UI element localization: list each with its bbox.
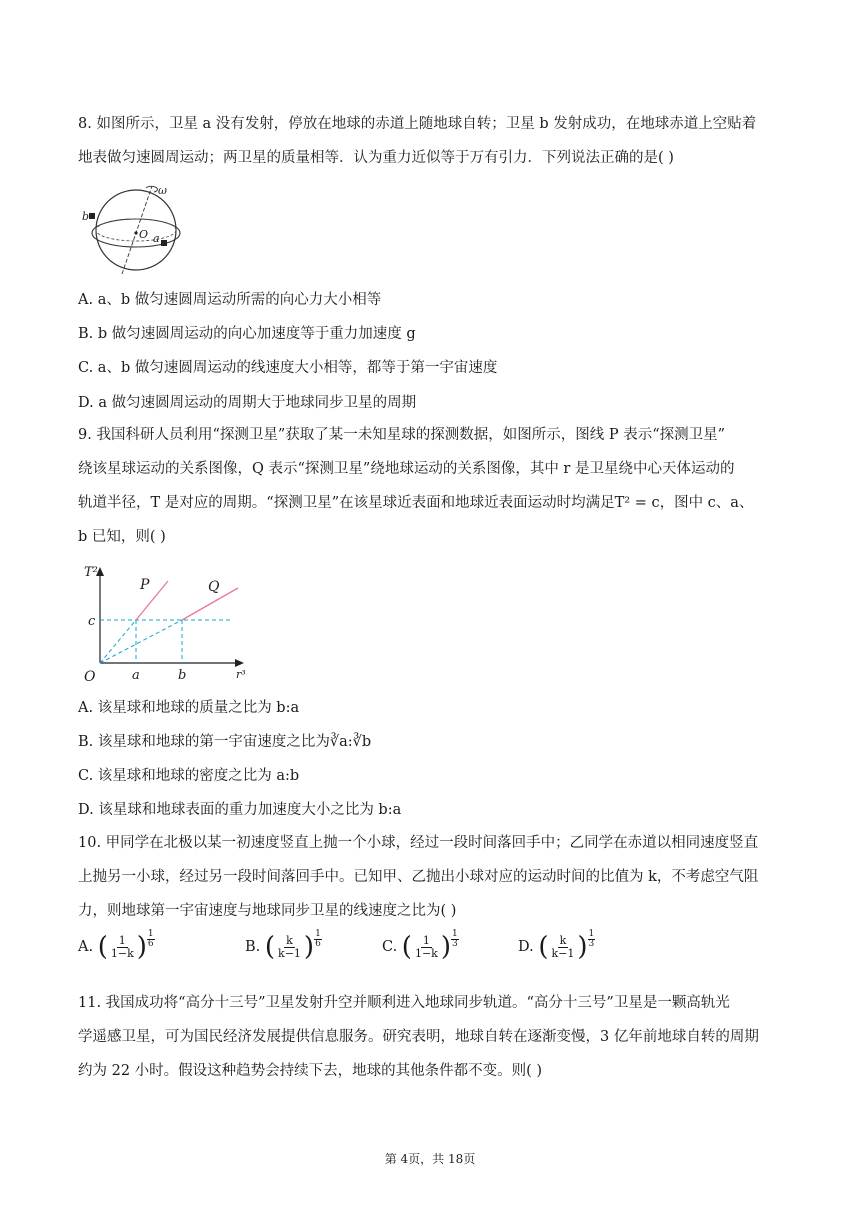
q10-option-d-exp-num: 1 bbox=[588, 929, 595, 939]
q9-stem-line1: 9. 我国科研人员利用“探测卫星”获取了某一未知星球的探测数据，如图所示，图线 P 表示“探测卫星” bbox=[78, 427, 726, 443]
q10-option-d-den: k−1 bbox=[551, 946, 575, 960]
q9-option-c: C. 该星球和地球的密度之比为 a:b bbox=[78, 768, 300, 784]
q8-option-d: D. a 做匀速圆周运动的周期大于地球同步卫星的周期 bbox=[78, 395, 417, 411]
q10-stem-line3: 力，则地球第一宇宙速度与地球同步卫星的线速度之比为( ) bbox=[78, 903, 457, 919]
q10-option-d-num: k bbox=[559, 933, 567, 947]
q9-graph-label-c: c bbox=[88, 614, 96, 629]
q9-graph-x-axis-label: r³ bbox=[236, 668, 246, 681]
q10-option-a-num: 1 bbox=[118, 933, 126, 947]
q10-option-a-den: 1−k bbox=[110, 946, 134, 960]
q8-fig-label-b: b bbox=[82, 210, 90, 223]
q8-fig-label-omega: ω bbox=[158, 184, 167, 197]
q8-option-a: A. a、b 做匀速圆周运动所需的向心力大小相等 bbox=[78, 292, 382, 308]
q10-option-d-label: D. bbox=[518, 939, 534, 955]
q10-option-b-exp-num: 1 bbox=[315, 929, 321, 939]
q9-option-a: A. 该星球和地球的质量之比为 b:a bbox=[78, 700, 300, 716]
q10-option-c-exp-num: 1 bbox=[452, 929, 458, 939]
q9-stem-line3: 轨道半径，T 是对应的周期。“探测卫星”在该星球近表面和地球近表面运动时均满足T² = c，图中 c、a、 bbox=[78, 495, 754, 511]
q9-graph-label-q: Q bbox=[208, 579, 220, 595]
q8-earth-satellite-figure bbox=[82, 180, 190, 276]
q10-option-b: B. ( $\frac{k}{k-1}$ ) $\frac{1}{6}$ bbox=[245, 929, 321, 962]
q9-graph-label-a: a bbox=[132, 668, 140, 683]
q10-option-b-den: k−1 bbox=[278, 946, 301, 960]
q8-stem-line1: 8. 如图所示，卫星 a 没有发射，停放在地球的赤道上随地球自转；卫星 b 发射成功，在地球赤道上空贴着 bbox=[78, 116, 757, 132]
q10-option-c-exp-den: 3 bbox=[452, 939, 458, 949]
q10-option-b-num: k bbox=[286, 933, 293, 947]
q10-option-b-label: B. bbox=[245, 939, 261, 955]
q11-stem-line2: 学遥感卫星，可为国民经济发展提供信息服务。研究表明，地球自转在逐渐变慢，3 亿年前地球自转的周期 bbox=[78, 1029, 759, 1045]
q11-stem-line3: 约为 22 小时。假设这种趋势会持续下去，地球的其他条件都不变。则( ) bbox=[78, 1063, 543, 1079]
q10-option-c-label: C. bbox=[382, 939, 398, 955]
q10-option-b-exp-den: 6 bbox=[315, 939, 321, 949]
q10-option-c-den: 1−k bbox=[414, 946, 438, 960]
q8-fig-label-o: O bbox=[139, 228, 149, 241]
q9-graph bbox=[82, 560, 254, 686]
q9-stem-line4: b 已知，则( ) bbox=[78, 529, 166, 545]
q10-option-a-label: A. bbox=[78, 939, 94, 955]
q10-option-a: A. ( $\frac{1}{1-k}$ ) $\frac{1}{6}$ bbox=[78, 929, 154, 962]
q10-stem-line2: 上抛另一小球，经过另一段时间落回手中。已知甲、乙抛出小球对应的运动时间的比值为 k，不考虑空气阻 bbox=[78, 869, 759, 885]
q8-stem-line2: 地表做匀速圆周运动；两卫星的质量相等．认为重力近似等于万有引力．下列说法正确的是( ) bbox=[78, 150, 674, 166]
q9-graph-y-axis-label: T² bbox=[84, 565, 98, 580]
q10-stem-line1: 10. 甲同学在北极以某一初速度竖直上抛一个小球，经过一段时间落回手中；乙同学在赤道以相同速度竖直 bbox=[78, 835, 759, 851]
q9-graph-origin-label: O bbox=[84, 669, 96, 685]
q8-fig-label-a: a bbox=[153, 232, 160, 245]
q10-option-a-exp-num: 1 bbox=[147, 929, 154, 939]
q9-stem-line2: 绕该星球运动的关系图像，Q 表示“探测卫星”绕地球运动的关系图像，其中 r 是卫星绕中心天体运动的 bbox=[78, 461, 735, 477]
q8-option-b: B. b 做匀速圆周运动的向心加速度等于重力加速度 g bbox=[78, 326, 416, 342]
q10-option-a-exp-den: 6 bbox=[147, 939, 154, 949]
q9-option-d: D. 该星球和地球表面的重力加速度大小之比为 b:a bbox=[78, 802, 402, 818]
q9-option-b: B. 该星球和地球的第一宇宙速度之比为∛a:∛b bbox=[78, 734, 372, 750]
q10-option-c-num: 1 bbox=[422, 933, 430, 947]
q9-graph-label-p: P bbox=[140, 577, 150, 593]
q10-option-d: D. ( $\frac{k}{k-1}$ ) $\frac{1}{3}$ bbox=[518, 929, 595, 962]
q10-option-c: C. ( $\frac{1}{1-k}$ ) $\frac{1}{3}$ bbox=[382, 929, 458, 962]
q9-graph-label-b: b bbox=[178, 668, 187, 683]
q10-option-d-exp-den: 3 bbox=[588, 939, 595, 949]
q11-stem-line1: 11. 我国成功将“高分十三号”卫星发射升空并顺利进入地球同步轨道。“高分十三号”卫星是一颗高轨光 bbox=[78, 995, 730, 1011]
q8-option-c: C. a、b 做匀速圆周运动的线速度大小相等，都等于第一宇宙速度 bbox=[78, 360, 498, 376]
page-footer: 第 4页，共 18页 bbox=[384, 1152, 476, 1166]
